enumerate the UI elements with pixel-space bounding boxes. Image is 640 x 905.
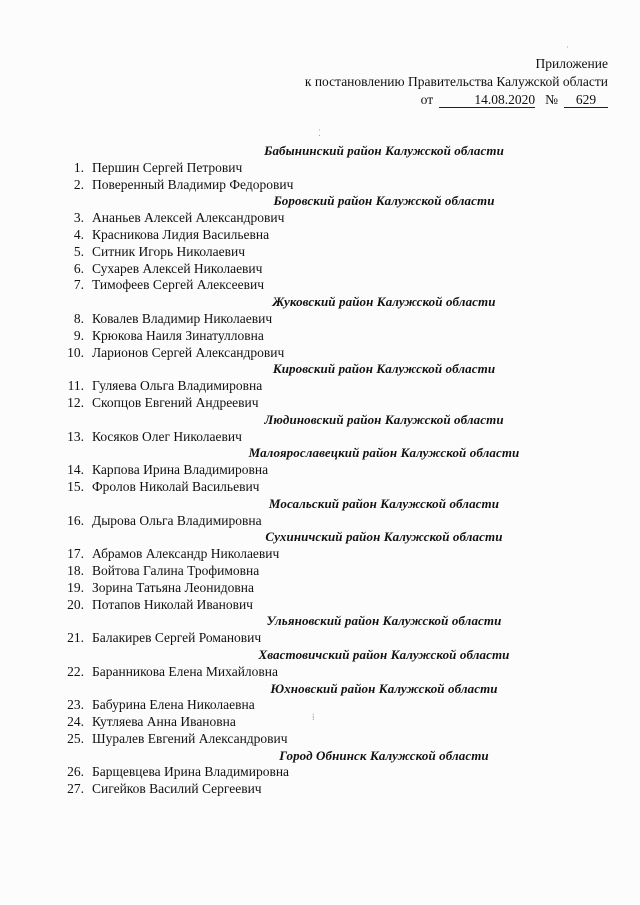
list-item bbox=[0, 311, 640, 328]
list-item bbox=[0, 395, 640, 412]
list-item bbox=[0, 244, 640, 261]
list-item bbox=[0, 328, 640, 345]
item-number: 26. bbox=[67, 764, 84, 780]
item-number: 8. bbox=[73, 310, 84, 326]
document-header bbox=[305, 56, 608, 108]
item-number: 14. bbox=[67, 462, 84, 478]
person-name: Фролов Николай Васильевич bbox=[92, 478, 260, 494]
district-heading: Мосальский район Калужской области bbox=[268, 495, 500, 511]
district-heading: Ульяновский район Калужской области bbox=[266, 613, 502, 629]
item-number: 16. bbox=[67, 512, 84, 528]
list-item bbox=[0, 597, 640, 614]
person-name: Ситник Игорь Николаевич bbox=[92, 243, 246, 259]
list-item bbox=[0, 479, 640, 496]
item-number: 22. bbox=[67, 663, 84, 679]
person-name: Шуралев Евгений Александрович bbox=[92, 730, 288, 746]
person-name: Тимофеев Сергей Алексеевич bbox=[92, 277, 264, 293]
list-item bbox=[0, 378, 640, 395]
person-name: Першин Сергей Петрович bbox=[92, 159, 243, 175]
list-item bbox=[0, 429, 640, 446]
scan-speck: ⁚ bbox=[318, 128, 321, 138]
person-name: Карпова Ирина Владимировна bbox=[92, 462, 269, 478]
person-name: Барщевцева Ирина Владимировна bbox=[92, 764, 290, 780]
list-item bbox=[0, 697, 640, 714]
scan-speck: · bbox=[566, 42, 569, 52]
item-number: 5. bbox=[73, 243, 84, 259]
scan-speck: ⁞ bbox=[312, 712, 315, 722]
item-number: 21. bbox=[67, 630, 84, 646]
person-name: Баранникова Елена Михайловна bbox=[92, 663, 279, 679]
person-name: Сигейков Василий Сергеевич bbox=[92, 781, 262, 797]
item-number: 10. bbox=[67, 344, 84, 360]
list-item bbox=[0, 227, 640, 244]
item-number: 3. bbox=[73, 210, 84, 226]
list-item bbox=[0, 277, 640, 294]
list-item bbox=[0, 714, 640, 731]
list-item bbox=[0, 764, 640, 781]
members-list bbox=[0, 143, 640, 798]
list-item bbox=[0, 731, 640, 748]
item-number: 25. bbox=[67, 730, 84, 746]
resolution-number: 629 bbox=[564, 93, 608, 108]
person-name: Бабурина Елена Николаевна bbox=[92, 697, 255, 713]
person-name: Поверенный Владимир Федорович bbox=[92, 176, 294, 192]
item-number: 7. bbox=[73, 277, 84, 293]
list-item bbox=[0, 261, 640, 278]
district-heading: Город Обнинск Калужской области bbox=[279, 747, 489, 763]
item-number: 23. bbox=[67, 697, 84, 713]
person-name: Абрамов Александр Николаевич bbox=[92, 546, 280, 562]
item-number: 2. bbox=[73, 176, 84, 192]
item-number: 12. bbox=[67, 394, 84, 410]
person-name: Ковалев Владимир Николаевич bbox=[92, 310, 273, 326]
person-name: Красникова Лидия Васильевна bbox=[92, 226, 270, 242]
list-item bbox=[0, 563, 640, 580]
list-item bbox=[0, 513, 640, 530]
list-item bbox=[0, 345, 640, 362]
person-name: Дырова Ольга Владимировна bbox=[92, 512, 262, 528]
district-heading: Малоярославецкий район Калужской области bbox=[248, 445, 520, 461]
item-number: 1. bbox=[73, 159, 84, 175]
district-heading: Боровский район Калужской области bbox=[273, 193, 495, 209]
resolution-date: 14.08.2020 bbox=[439, 93, 535, 108]
list-item bbox=[0, 160, 640, 177]
item-number: 15. bbox=[67, 478, 84, 494]
list-item bbox=[0, 546, 640, 563]
person-name: Кутляева Анна Ивановна bbox=[92, 714, 236, 730]
person-name: Войтова Галина Трофимовна bbox=[92, 562, 260, 578]
district-heading: Бабынинский район Калужской области bbox=[264, 143, 504, 158]
person-name: Скопцов Евгений Андреевич bbox=[92, 394, 259, 410]
item-number: 11. bbox=[67, 378, 84, 394]
district-heading: Юхновский район Калужской области bbox=[270, 680, 498, 696]
item-number: 24. bbox=[67, 714, 84, 730]
date-number-line bbox=[305, 92, 608, 108]
person-name: Ананьев Алексей Александрович bbox=[92, 210, 285, 226]
item-number: 6. bbox=[73, 260, 84, 276]
list-item bbox=[0, 580, 640, 597]
district-heading: Кировский район Калужской области bbox=[272, 361, 496, 377]
item-number: 18. bbox=[67, 562, 84, 578]
district-heading: Сухиничский район Калужской области bbox=[265, 529, 503, 545]
number-sign: № bbox=[545, 92, 558, 107]
item-number: 13. bbox=[67, 428, 84, 444]
list-item bbox=[0, 664, 640, 681]
person-name: Крюкова Наиля Зинатулловна bbox=[92, 327, 264, 343]
district-heading: Хвастовичский район Калужской области bbox=[258, 646, 510, 662]
person-name: Гуляева Ольга Владимировна bbox=[92, 378, 263, 394]
district-heading: Жуковский район Калужской области bbox=[272, 294, 496, 310]
person-name: Косяков Олег Николаевич bbox=[92, 428, 242, 444]
person-name: Зорина Татьяна Леонидовна bbox=[92, 579, 254, 595]
list-item bbox=[0, 210, 640, 227]
person-name: Потапов Николай Иванович bbox=[92, 596, 253, 612]
person-name: Ларионов Сергей Александрович bbox=[92, 344, 285, 360]
list-item bbox=[0, 781, 640, 798]
item-number: 4. bbox=[73, 226, 84, 242]
item-number: 19. bbox=[67, 579, 84, 595]
list-item bbox=[0, 462, 640, 479]
person-name: Сухарев Алексей Николаевич bbox=[92, 260, 263, 276]
district-heading: Людиновский район Калужской области bbox=[264, 411, 504, 427]
from-label: от bbox=[420, 92, 434, 107]
appendix-title: Приложение bbox=[535, 56, 608, 71]
list-item bbox=[0, 177, 640, 194]
item-number: 9. bbox=[73, 327, 84, 343]
item-number: 27. bbox=[67, 781, 84, 797]
item-number: 17. bbox=[67, 546, 84, 562]
person-name: Балакирев Сергей Романович bbox=[92, 630, 262, 646]
resolution-reference: к постановлению Правительства Калужской области bbox=[304, 74, 608, 89]
item-number: 20. bbox=[67, 596, 84, 612]
list-item bbox=[0, 630, 640, 647]
